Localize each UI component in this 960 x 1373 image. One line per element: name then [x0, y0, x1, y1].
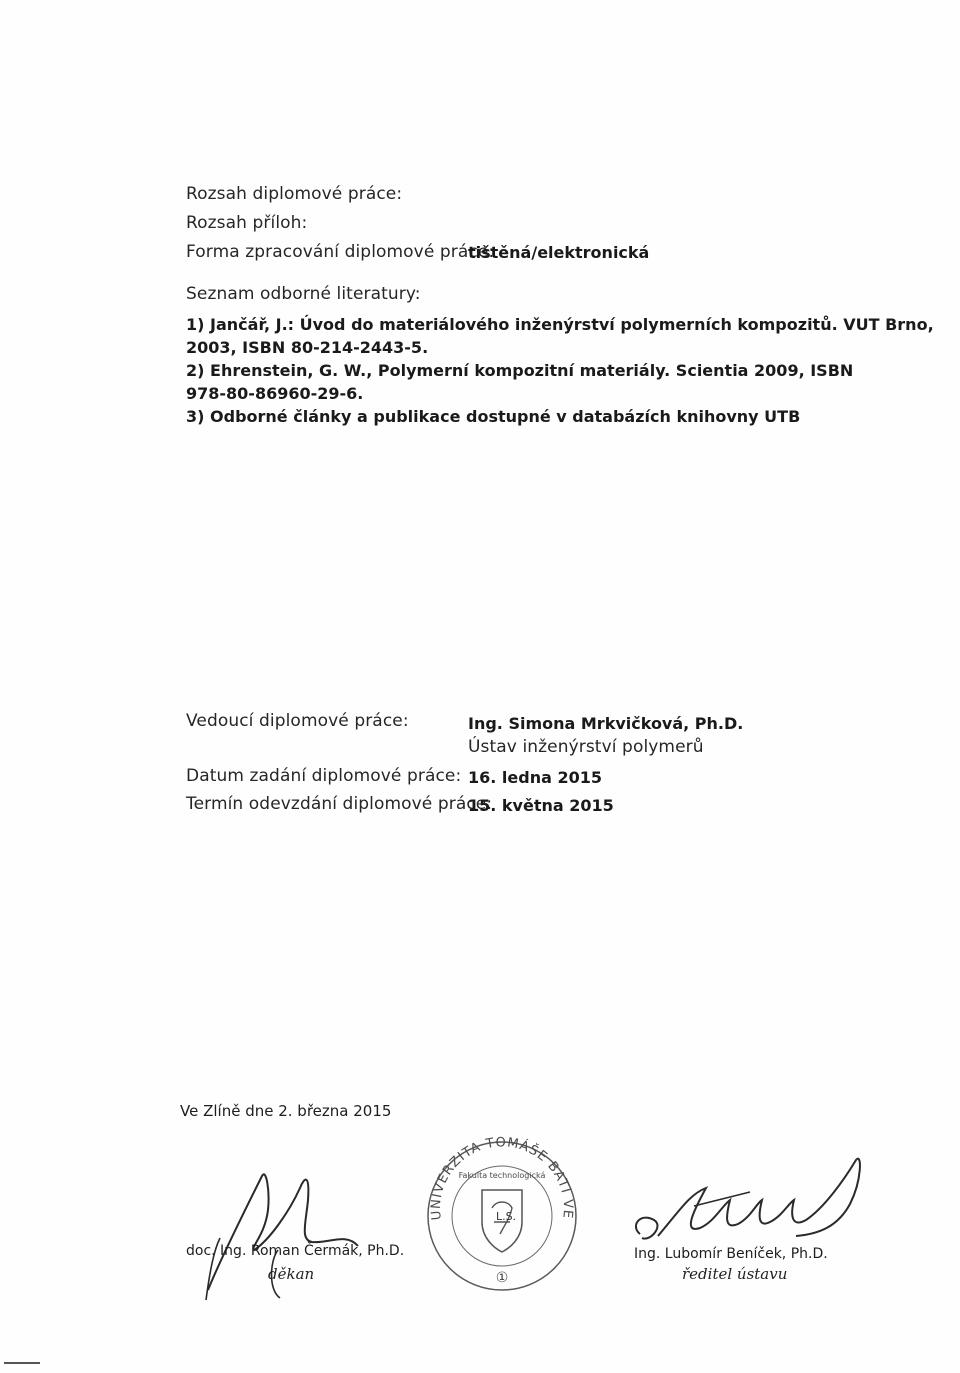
- literature-line: 3) Odborné články a publikace dostupné v databázích knihovny UTB: [186, 407, 801, 426]
- director-signature: [610, 1150, 870, 1260]
- vedouci-name: Ing. Simona Mrkvičková, Ph.D.: [468, 714, 744, 733]
- termin-value: 15. května 2015: [468, 796, 614, 815]
- official-stamp: [418, 1123, 580, 1294]
- literature-line: 2003, ISBN 80-214-2443-5.: [186, 338, 429, 357]
- stamp-text-inner: Fakulta technologická: [458, 1171, 546, 1180]
- stamp-number: ①: [495, 1270, 509, 1286]
- vedouci-label: Vedoucí diplomové práce:: [186, 711, 409, 731]
- literature-line: 978-80-86960-29-6.: [186, 384, 364, 403]
- vedouci-institute: Ústav inženýrství polymerů: [468, 737, 704, 757]
- director-title: ředitel ústavu: [682, 1265, 788, 1283]
- dean-name: doc. Ing. Roman Čermák, Ph.D.: [186, 1243, 405, 1259]
- forma-label: Forma zpracování diplomové práce:: [186, 242, 495, 262]
- rozsah-priloh-label: Rozsah příloh:: [186, 213, 308, 233]
- datum-label: Datum zadání diplomové práce:: [186, 766, 462, 786]
- dean-signature: [150, 1150, 410, 1310]
- place-date: Ve Zlíně dne 2. března 2015: [180, 1102, 392, 1120]
- datum-value: 16. ledna 2015: [468, 768, 602, 787]
- literature-line: 2) Ehrenstein, G. W., Polymerní kompozitní materiály. Scientia 2009, ISBN: [186, 361, 854, 380]
- director-name: Ing. Lubomír Beníček, Ph.D.: [634, 1246, 828, 1262]
- literature-heading: Seznam odborné literatury:: [186, 284, 421, 304]
- edge-mark: [4, 1362, 40, 1364]
- stamp-text-outer: UNIVERZITA TOMÁŠE BATI VE ZLÍNĚ: [418, 1123, 576, 1227]
- rozsah-prace-label: Rozsah diplomové práce:: [186, 184, 403, 204]
- stamp-ls: L.S.: [495, 1210, 517, 1223]
- literature-line: 1) Jančář, J.: Úvod do materiálového inženýrství polymerních kompozitů. VUT Brno,: [186, 315, 934, 334]
- forma-value: tištěná/elektronická: [468, 243, 650, 262]
- termin-label: Termín odevzdání diplomové práce:: [186, 794, 493, 814]
- dean-title: děkan: [268, 1265, 315, 1283]
